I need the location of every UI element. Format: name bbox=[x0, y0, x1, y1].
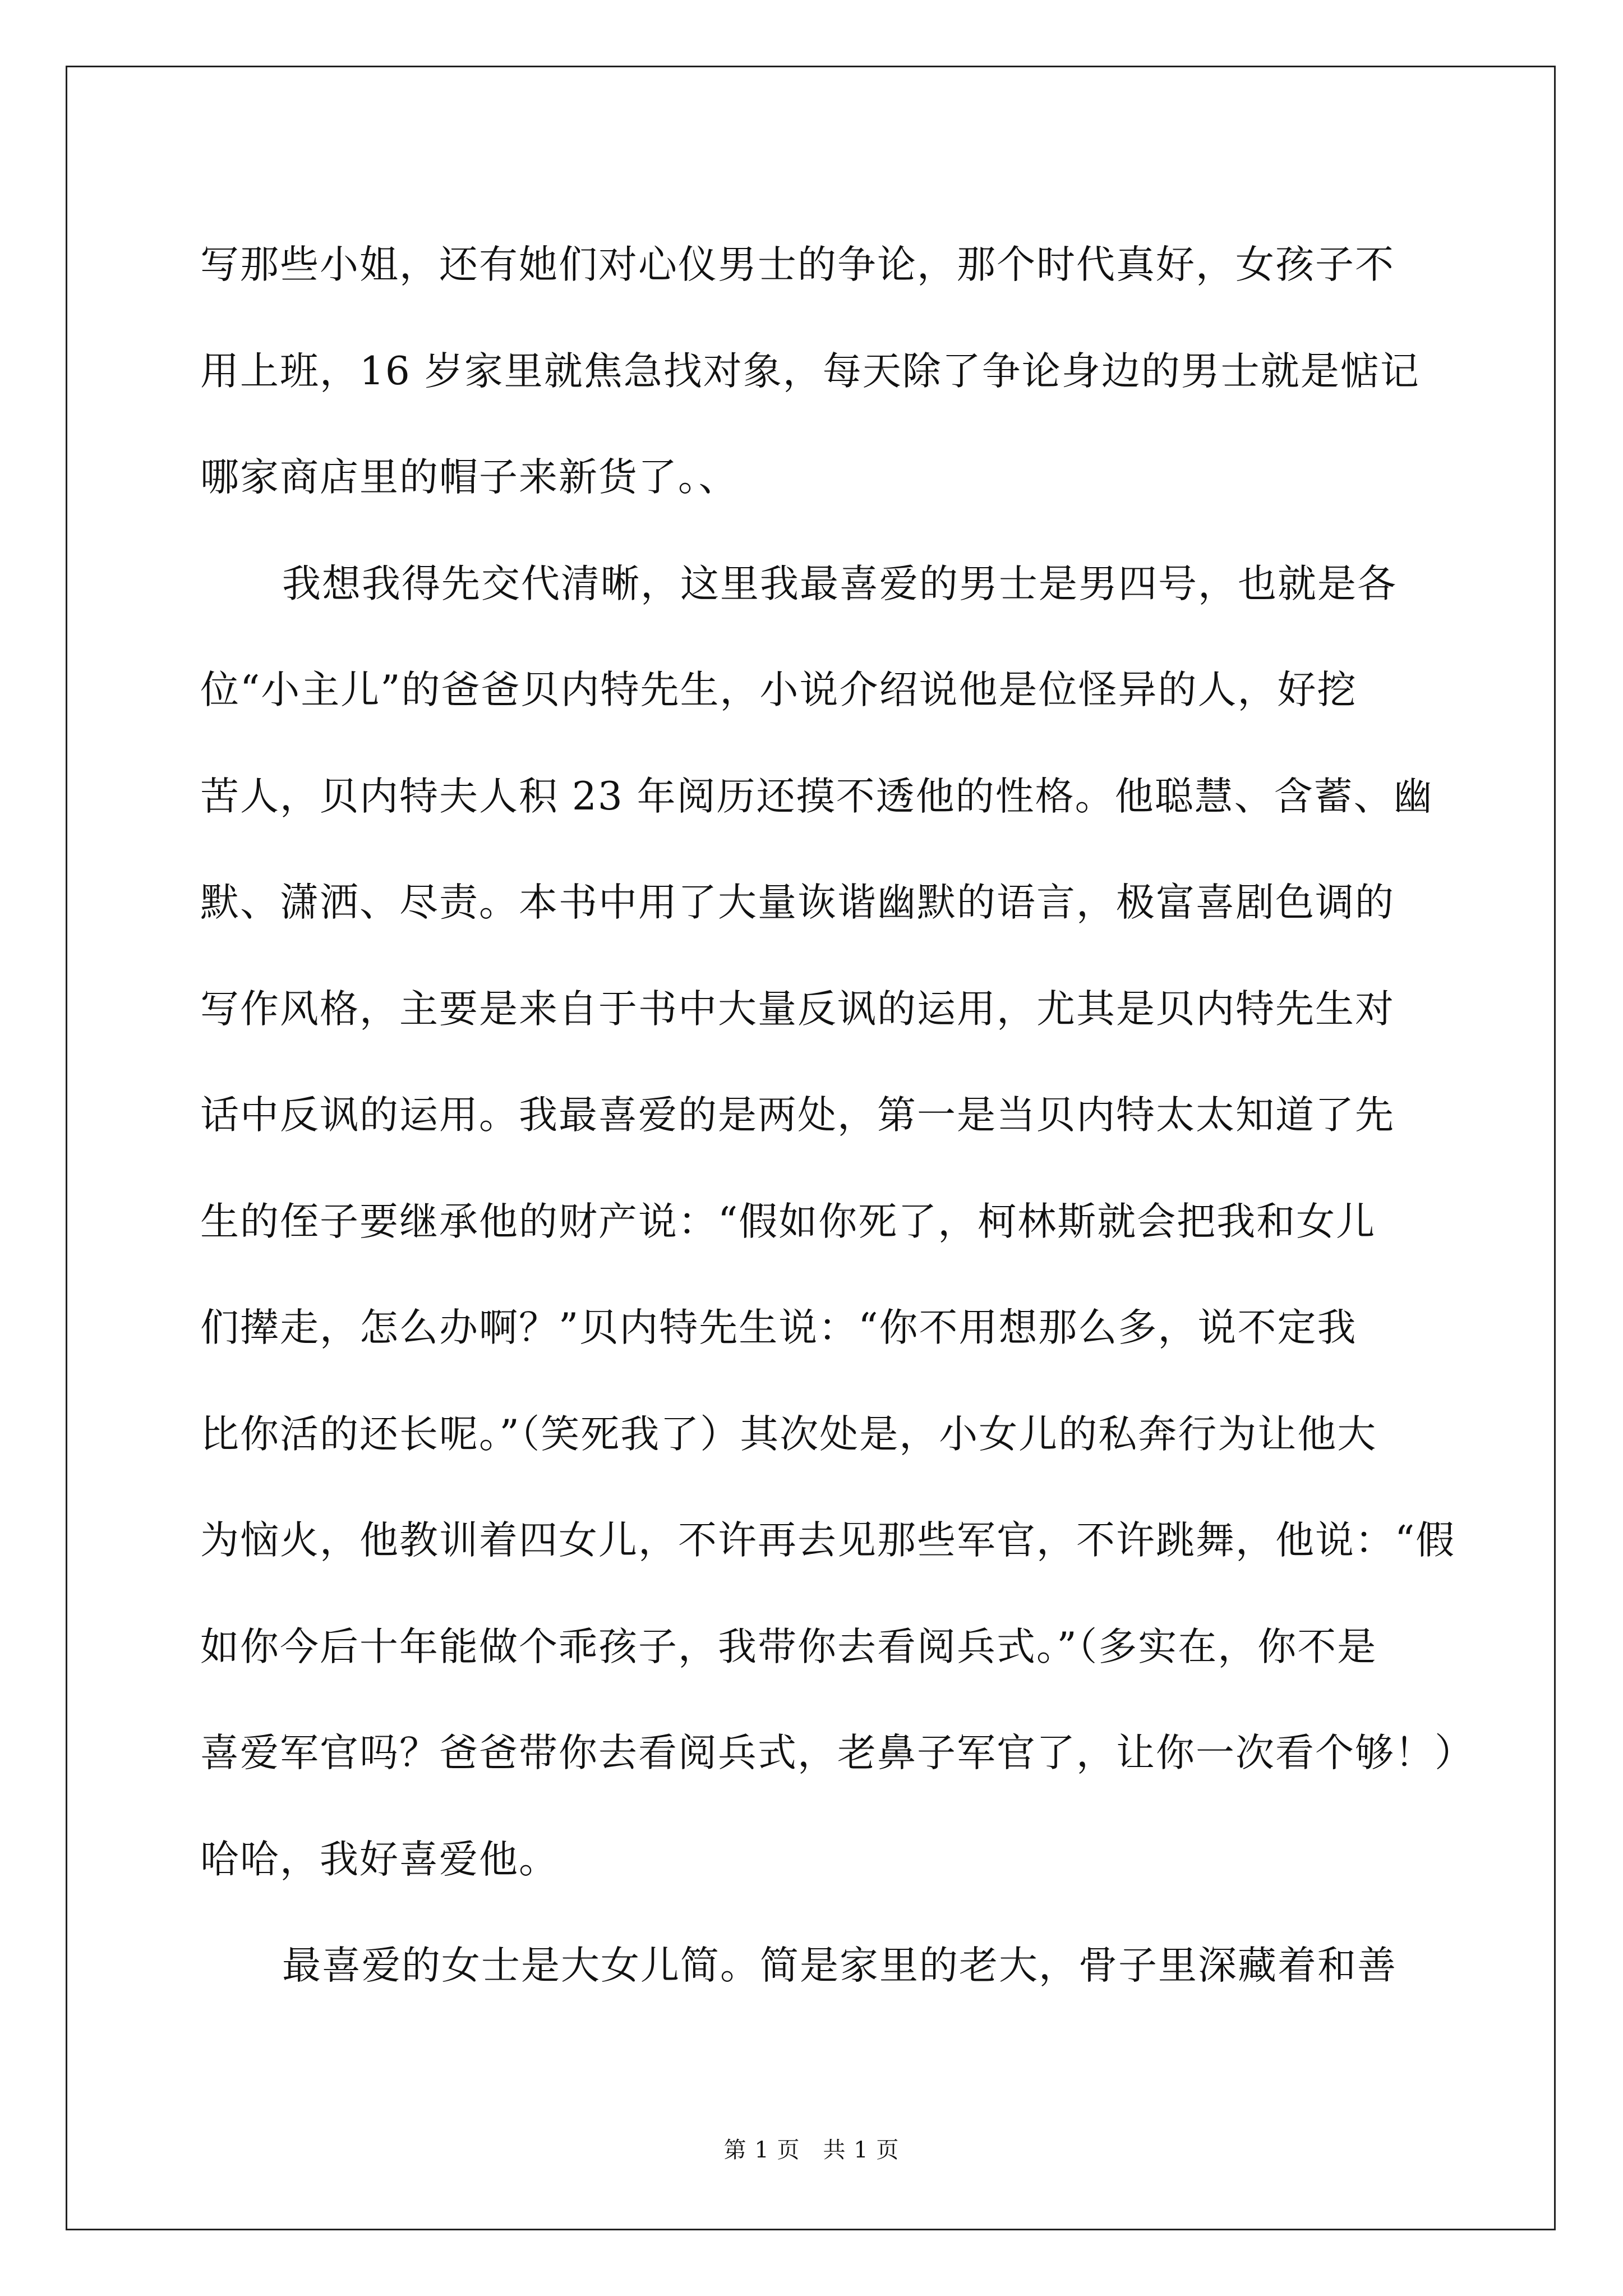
page-footer: 第 1 页 共 1 页 bbox=[723, 2137, 900, 2163]
text-line: 位“小主儿”的爸爸贝内特先生，小说介绍说他是位怪异的人，好挖 bbox=[200, 668, 1357, 712]
text-line: 们撵走，怎么办啊？”贝内特先生说：“你不用想那么多，说不定我 bbox=[200, 1305, 1357, 1350]
text-line: 为恼火，他教训着四女儿，不许再去见那些军官，不许跳舞，他说：“假 bbox=[200, 1518, 1456, 1563]
document-body bbox=[200, 212, 1474, 2019]
text-line: 如你今后十年能做个乖孩子，我带你去看阅兵式。”（多实在，你不是 bbox=[200, 1624, 1377, 1669]
text-line: 话中反讽的运用。我最喜爱的是两处，第一是当贝内特太太知道了先 bbox=[200, 1093, 1395, 1138]
text-line: 写作风格，主要是来自于书中大量反讽的运用，尤其是贝内特先生对 bbox=[200, 986, 1395, 1032]
text-line: 苦人，贝内特夫人积 23 年阅历还摸不透他的性格。他聪慧、含蓄、幽 bbox=[200, 774, 1433, 819]
paragraph-start-line: 我想我得先交代清晰，这里我最喜爱的男士是男四号，也就是各 bbox=[282, 561, 1397, 606]
text-line: 喜爱军官吗？爸爸带你去看阅兵式，老鼻子军官了，让你一次看个够！） bbox=[200, 1731, 1474, 1775]
text-line: 哪家商店里的帽子来新货了。、 bbox=[200, 455, 739, 500]
text-line: 用上班，16 岁家里就焦急找对象，每天除了争论身边的男士就是惦记 bbox=[200, 348, 1420, 394]
paragraph-start-line: 最喜爱的女士是大女儿简。简是家里的老大，骨子里深藏着和善 bbox=[282, 1943, 1397, 1988]
text-line: 哈哈，我好喜爱他。 bbox=[200, 1837, 559, 1882]
text-line: 比你活的还长呢。”（笑死我了）其次处是，小女儿的私奔行为让他大 bbox=[200, 1411, 1377, 1457]
text-line: 默、潇洒、尽责。本书中用了大量诙谐幽默的语言，极富喜剧色调的 bbox=[200, 880, 1395, 925]
text-line: 写那些小姐，还有她们对心仪男士的争论，那个时代真好，女孩子不 bbox=[200, 242, 1395, 287]
text-line: 生的侄子要继承他的财产说：“假如你死了，柯林斯就会把我和女儿 bbox=[200, 1199, 1376, 1244]
